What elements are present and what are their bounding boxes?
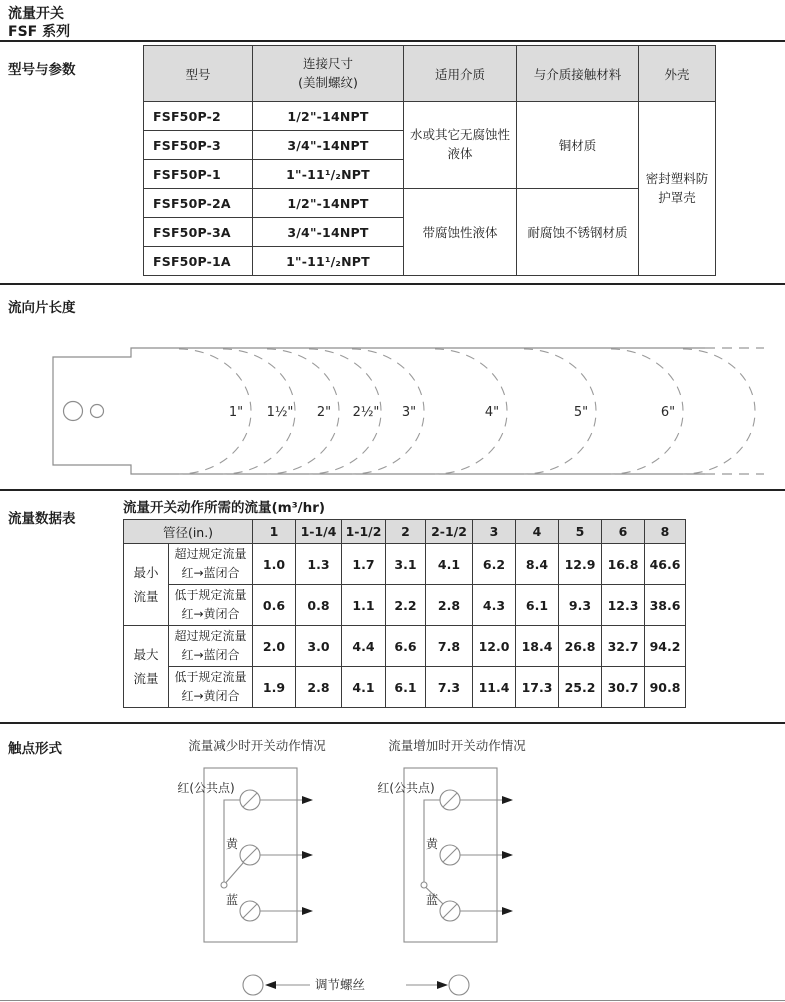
vane-label: 2": [316, 405, 332, 420]
value-cell: 25.2: [559, 667, 602, 708]
value-cell: 12.3: [602, 585, 645, 626]
adjust-screw-left: [243, 975, 263, 995]
value-cell: 30.7: [602, 667, 645, 708]
size-cell: 3/4"-14NPT: [253, 131, 404, 160]
col-header-housing: 外壳: [639, 46, 716, 102]
page-title: 流量开关: [8, 6, 64, 22]
arrow-right-icon: [302, 907, 313, 915]
condition-cell: 低于规定流量 红→黄闭合: [169, 585, 253, 626]
pipe-size-header: 2-1/2: [426, 520, 473, 544]
switch-arm-to-yellow: [226, 863, 244, 883]
section-label-params: 型号与参数: [8, 62, 76, 78]
switch-pivot: [221, 882, 227, 888]
yellow-label: 黄: [425, 837, 439, 851]
model-cell: FSF50P-2A: [144, 189, 253, 218]
pipe-size-header: 8: [645, 520, 686, 544]
vane-label: 1": [228, 405, 244, 420]
group-label-min-flow: 最小 流量: [124, 544, 169, 626]
model-cell: FSF50P-2: [144, 102, 253, 131]
housing-cell: 密封塑料防 护罩壳: [639, 102, 716, 276]
pipe-size-header: 1-1/2: [342, 520, 386, 544]
mounting-hole-small: [91, 405, 104, 418]
model-cell: FSF50P-3A: [144, 218, 253, 247]
value-cell: 32.7: [602, 626, 645, 667]
value-cell: 4.1: [426, 544, 473, 585]
value-cell: 7.8: [426, 626, 473, 667]
model-cell: FSF50P-3: [144, 131, 253, 160]
section-divider: [0, 489, 785, 491]
section-divider: [0, 283, 785, 285]
red-common-label: 红(公共点): [177, 781, 235, 795]
vane-label: 6": [660, 405, 676, 420]
adjust-screw-legend: [243, 975, 469, 995]
medium-cell: 带腐蚀性液体: [404, 189, 517, 276]
col-header-contact-material: 与介质接触材料: [517, 46, 639, 102]
condition-cell: 超过规定流量 红→蓝闭合: [169, 626, 253, 667]
value-cell: 26.8: [559, 626, 602, 667]
terminal-slash: [443, 904, 457, 918]
section-label-vane: 流向片长度: [8, 300, 76, 316]
switch-pivot: [421, 882, 427, 888]
left-wire-arrows: [302, 796, 313, 915]
right-wire-arrows: [502, 796, 513, 915]
contact-material-cell: 铜材质: [517, 102, 639, 189]
size-cell: 3/4"-14NPT: [253, 218, 404, 247]
table-row: [144, 102, 716, 131]
value-cell: 3.0: [296, 626, 342, 667]
value-cell: 0.8: [296, 585, 342, 626]
table-row: [124, 626, 686, 667]
terminal-slash: [243, 904, 257, 918]
table-row: [124, 544, 686, 585]
paddle-extension-dashed: [705, 348, 764, 474]
vane-labels: [229, 405, 675, 420]
value-cell: 2.0: [253, 626, 296, 667]
models-header-row: [144, 46, 716, 102]
value-cell: 16.8: [602, 544, 645, 585]
red-common-label: 红(公共点): [377, 781, 435, 795]
section-divider: [0, 722, 785, 724]
size-cell: 1/2"-14NPT: [253, 102, 404, 131]
flow-header-row: [124, 520, 686, 544]
value-cell: 11.4: [473, 667, 516, 708]
value-cell: 7.3: [426, 667, 473, 708]
value-cell: 90.8: [645, 667, 686, 708]
pipe-size-header: 5: [559, 520, 602, 544]
vane-label: 3": [401, 405, 417, 420]
vane-label: 5": [573, 405, 589, 420]
value-cell: 94.2: [645, 626, 686, 667]
value-cell: 6.6: [386, 626, 426, 667]
table-row: [124, 667, 686, 708]
value-cell: 4.1: [342, 667, 386, 708]
contact-material-cell: 耐腐蚀不锈钢材质: [517, 189, 639, 276]
terminal-slash: [243, 848, 257, 862]
value-cell: 17.3: [516, 667, 559, 708]
group-label-max-flow: 最大 流量: [124, 626, 169, 708]
col-header-model: 型号: [144, 46, 253, 102]
value-cell: 6.2: [473, 544, 516, 585]
value-cell: 1.9: [253, 667, 296, 708]
pipe-size-header: 2: [386, 520, 426, 544]
arrow-left-icon: [265, 981, 276, 989]
medium-cell: 水或其它无腐蚀性 液体: [404, 102, 517, 189]
pipe-size-header: 4: [516, 520, 559, 544]
section-label-flow: 流量数据表: [8, 511, 76, 527]
value-cell: 38.6: [645, 585, 686, 626]
vane-length-diagram: [0, 335, 785, 485]
pipe-size-header: 1-1/4: [296, 520, 342, 544]
value-cell: 8.4: [516, 544, 559, 585]
table-row: [124, 585, 686, 626]
models-table: [143, 45, 716, 276]
condition-cell: 低于规定流量 红→黄闭合: [169, 667, 253, 708]
flow-data-table: [123, 519, 686, 708]
left-diagram-title: 流量减少时开关动作情况: [188, 738, 326, 753]
adjust-screw-label: 调节螺丝: [314, 977, 366, 992]
value-cell: 12.9: [559, 544, 602, 585]
pipe-size-header: 1: [253, 520, 296, 544]
value-cell: 1.1: [342, 585, 386, 626]
value-cell: 9.3: [559, 585, 602, 626]
value-cell: 18.4: [516, 626, 559, 667]
value-cell: 1.0: [253, 544, 296, 585]
value-cell: 2.8: [426, 585, 473, 626]
value-cell: 2.2: [386, 585, 426, 626]
flow-table-title: 流量开关动作所需的流量(m³/hr): [123, 500, 326, 516]
col-header-medium: 适用介质: [404, 46, 517, 102]
mounting-hole-large: [64, 402, 83, 421]
pipe-size-header: 3: [473, 520, 516, 544]
arc-end-cap: [683, 349, 755, 474]
size-cell: 1"-11¹/₂NPT: [253, 247, 404, 276]
arrow-right-icon: [502, 851, 513, 859]
pipe-size-header: 6: [602, 520, 645, 544]
blue-label: 蓝: [425, 893, 439, 907]
arrow-right-icon: [302, 796, 313, 804]
blue-label: 蓝: [225, 893, 239, 907]
page-subtitle: FSF 系列: [8, 24, 71, 40]
section-label-contact: 触点形式: [8, 741, 62, 757]
value-cell: 1.3: [296, 544, 342, 585]
value-cell: 6.1: [386, 667, 426, 708]
condition-cell: 超过规定流量 红→蓝闭合: [169, 544, 253, 585]
value-cell: 46.6: [645, 544, 686, 585]
value-cell: 4.3: [473, 585, 516, 626]
arrow-right-icon: [502, 907, 513, 915]
size-cell: 1/2"-14NPT: [253, 189, 404, 218]
value-cell: 0.6: [253, 585, 296, 626]
model-cell: FSF50P-1: [144, 160, 253, 189]
arrow-right-icon: [502, 796, 513, 804]
section-divider: [0, 40, 785, 42]
value-cell: 1.7: [342, 544, 386, 585]
value-cell: 12.0: [473, 626, 516, 667]
yellow-label: 黄: [225, 837, 239, 851]
value-cell: 3.1: [386, 544, 426, 585]
terminal-slash: [443, 793, 457, 807]
size-cell: 1"-11¹/₂NPT: [253, 160, 404, 189]
right-diagram-title: 流量增加时开关动作情况: [388, 738, 526, 753]
pipe-diameter-header: 管径(in.): [124, 520, 253, 544]
col-header-size: 连接尺寸 (美制螺纹): [253, 46, 404, 102]
vane-label: 4": [484, 405, 500, 420]
arrow-right-icon: [437, 981, 448, 989]
contact-form-diagram: [0, 735, 785, 1002]
value-cell: 4.4: [342, 626, 386, 667]
vane-label: 2½": [352, 405, 380, 420]
terminal-slash: [243, 793, 257, 807]
vane-label: 1½": [266, 405, 294, 420]
terminal-slash: [443, 848, 457, 862]
arrow-right-icon: [302, 851, 313, 859]
adjust-screw-right: [449, 975, 469, 995]
value-cell: 6.1: [516, 585, 559, 626]
value-cell: 2.8: [296, 667, 342, 708]
model-cell: FSF50P-1A: [144, 247, 253, 276]
page-bottom-border: [0, 1000, 785, 1001]
table-row: [144, 189, 716, 218]
